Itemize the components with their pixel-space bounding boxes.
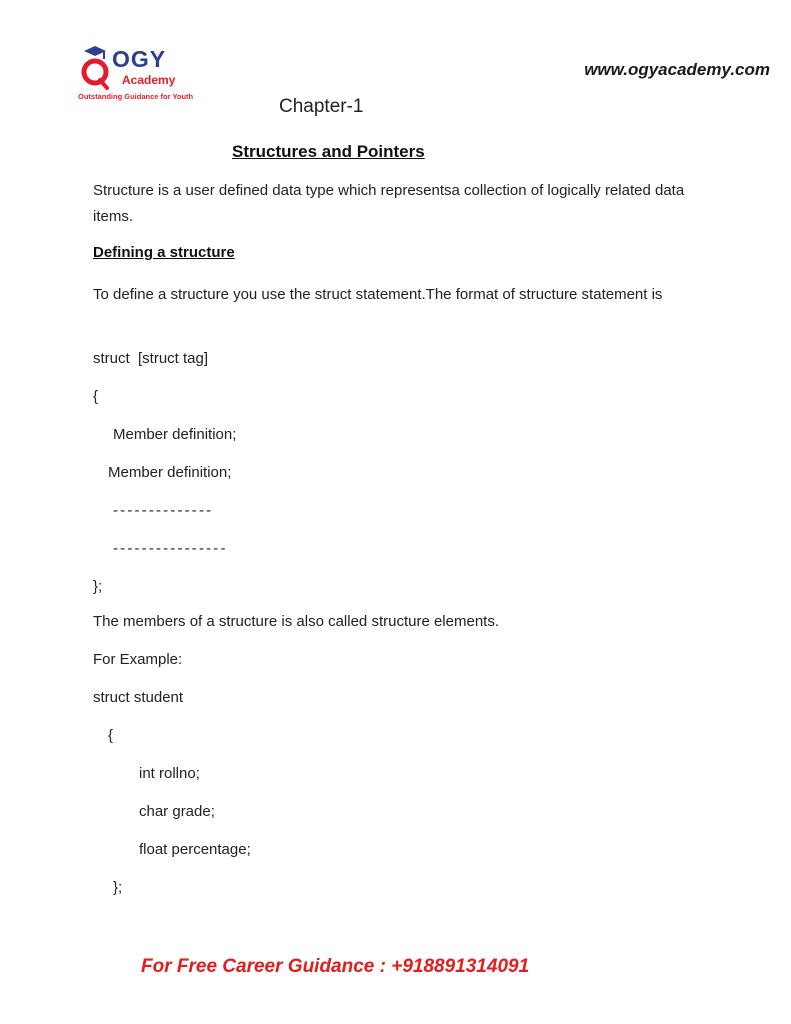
example-close-brace: }; [113, 879, 123, 896]
graduation-cap-o-icon [78, 46, 112, 90]
syntax-open-brace: { [93, 388, 99, 405]
example-struct-line: struct student [93, 689, 184, 706]
example-label: For Example: [93, 651, 183, 668]
example-field-3: float percentage; [139, 841, 251, 858]
logo-subtitle: Academy [122, 73, 176, 87]
example-open-brace: { [108, 727, 114, 744]
logo-tagline: Outstanding Guidance for Youth [78, 92, 194, 101]
define-paragraph: To define a structure you use the struct statement.The format of structure statement is [93, 286, 663, 303]
syntax-struct-line: struct [struct tag] [93, 350, 209, 367]
section-heading: Defining a structure [93, 244, 235, 261]
syntax-dash-line-2: - - - - - - - - - - - - - - - - [113, 540, 225, 557]
page-title: Structures and Pointers [232, 142, 425, 161]
syntax-member-line-1: Member definition; [113, 426, 237, 443]
chapter-label: Chapter-1 [279, 96, 364, 117]
website-url[interactable]: www.ogyacademy.com [584, 60, 770, 79]
syntax-close-brace: }; [93, 578, 103, 595]
logo-brand-name: OGY [112, 46, 167, 72]
syntax-dash-line-1: - - - - - - - - - - - - - - [113, 502, 211, 519]
syntax-member-line-2: Member definition; [108, 464, 232, 481]
members-note: The members of a structure is also called structure elements. [93, 613, 499, 630]
footer-career-guidance[interactable]: For Free Career Guidance : +918891314091 [141, 956, 530, 977]
example-field-1: int rollno; [139, 765, 200, 782]
ogy-academy-logo [78, 40, 198, 106]
intro-paragraph: Structure is a user defined data type which representsa collection of logically related data items. [93, 182, 685, 225]
example-field-2: char grade; [139, 803, 215, 820]
